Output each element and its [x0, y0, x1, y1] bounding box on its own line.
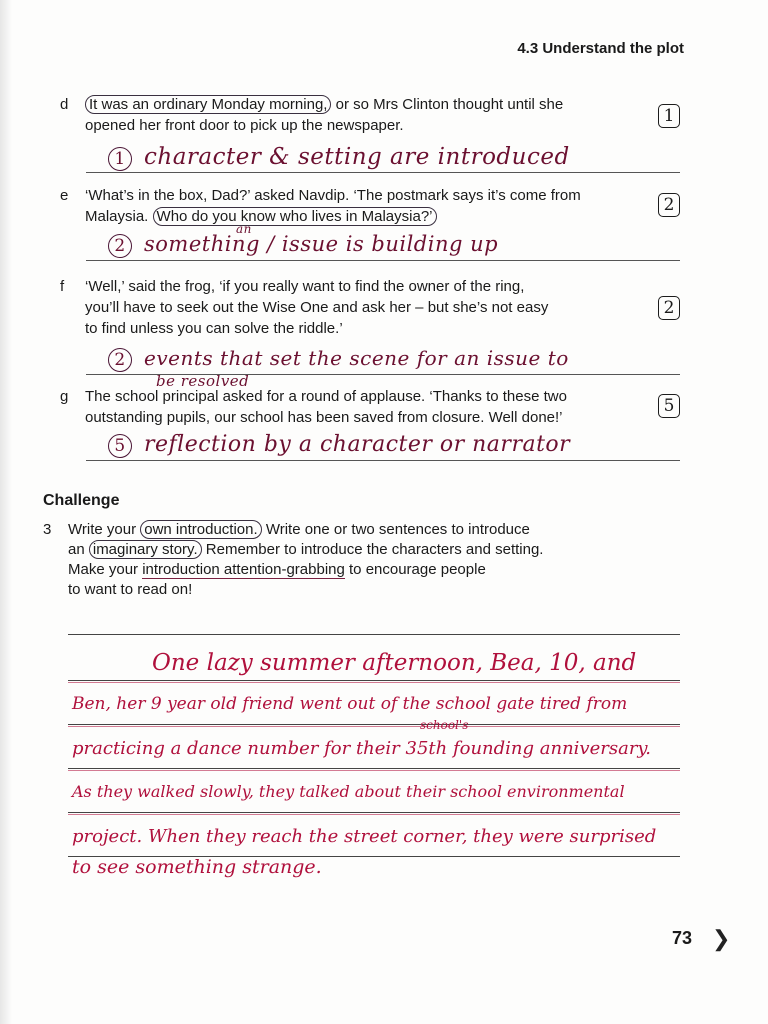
handwritten-answer-e: 2 something / issue is building up [108, 232, 498, 258]
writing-line [68, 768, 680, 769]
writing-line [68, 634, 680, 635]
story-line-6: to see something strange. [72, 856, 322, 878]
answer-box-g[interactable]: 5 [658, 394, 680, 418]
writing-line [68, 812, 680, 813]
story-line-5: project. When they reach the street corner, they were surprised [72, 826, 657, 847]
underlined-phrase: introduction attention-grabbing [142, 561, 345, 578]
handwritten-answer-g: 5 reflection by a character or narrator [108, 432, 570, 458]
item-letter: f [60, 278, 65, 295]
next-page-icon[interactable]: ❯ [712, 926, 731, 951]
exercise-item-f: f ‘Well,’ said the frog, ‘if you really want to find the owner of the ring, you’ll have to seek out the Wise One and ask her – but she’s not easy to find unless you can solve the riddle.’ [60, 278, 549, 337]
story-line-1: One lazy summer afternoon, Bea, 10, and [152, 650, 637, 676]
red-underline [68, 682, 680, 683]
circled-phrase: It was an ordinary Monday morning, [85, 95, 331, 114]
handwritten-answer-f-cont: be resolved [156, 372, 250, 390]
exercise-item-d: d It was an ordinary Monday morning, or so Mrs Clinton thought until she opened her front door to pick up the newspaper. [60, 96, 564, 134]
page-number: 73 [672, 928, 693, 948]
question-number: 3 [43, 521, 52, 538]
page-edge-shadow [0, 0, 12, 1024]
answer-box-d[interactable]: 1 [658, 104, 680, 128]
exercise-item-g: g The school principal asked for a round of applause. ‘Thanks to these two outstanding pupils, our school has been saved from closure. Well done!’ [60, 388, 567, 426]
answer-box-e[interactable]: 2 [658, 193, 680, 217]
story-line-4: As they walked slowly, they talked about their school environmental [72, 782, 625, 801]
red-underline [68, 770, 680, 771]
exercise-item-e: e ‘What’s in the box, Dad?’ asked Navdip. ‘The postmark says it’s come from Malaysia. Who do you know who lives in Malaysia?’ [60, 187, 581, 225]
story-insert: school's [420, 718, 469, 732]
writing-line [68, 680, 680, 681]
circled-phrase: Who do you know who lives in Malaysia?’ [153, 207, 437, 226]
item-letter: d [60, 96, 69, 113]
answer-line [86, 260, 680, 261]
red-underline [68, 726, 680, 727]
story-line-2: Ben, her 9 year old friend went out of the school gate tired from [72, 694, 628, 714]
writing-line [68, 724, 680, 725]
handwritten-insert-e: an [236, 222, 252, 236]
story-line-3: practicing a dance number for their 35th founding anniversary. [72, 738, 651, 759]
item-letter: e [60, 187, 69, 204]
answer-line [86, 172, 680, 173]
item-letter: g [60, 388, 69, 405]
challenge-heading: Challenge [43, 492, 120, 509]
circled-phrase: imaginary story. [89, 540, 202, 559]
answer-line [86, 460, 680, 461]
red-underline [68, 814, 680, 815]
handwritten-answer-f: 2 events that set the scene for an issue to [108, 346, 569, 372]
handwritten-answer-d: 1 character & setting are introduced [108, 144, 570, 171]
answer-box-f[interactable]: 2 [658, 296, 680, 320]
section-title: 4.3 Understand the plot [517, 40, 684, 57]
circled-phrase: own introduction. [140, 520, 261, 539]
